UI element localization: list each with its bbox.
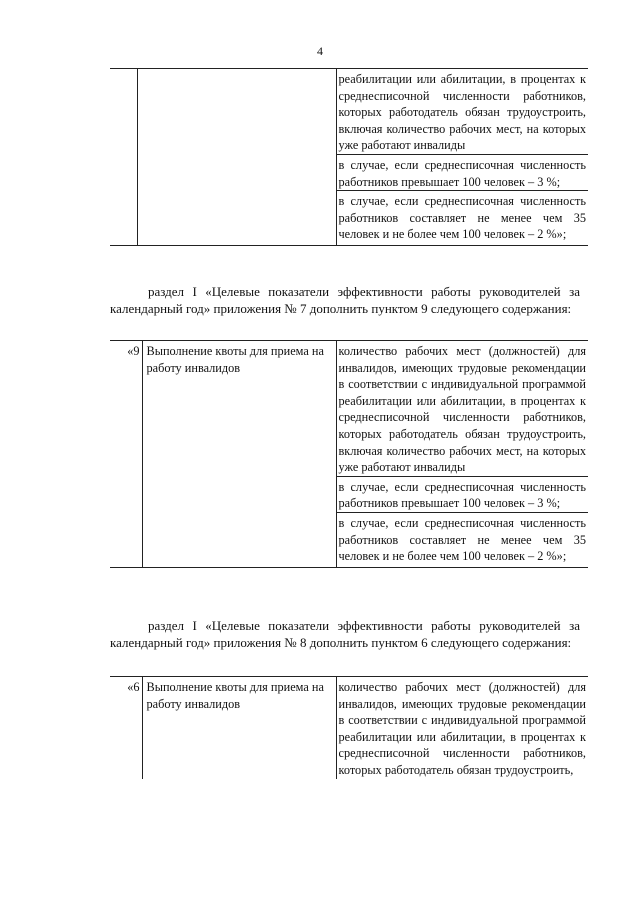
table-continuation: [110, 68, 588, 246]
indicator-condition-over-100: в случае, если среднесписочная численность работников превышает 100 человек – 3 %;: [336, 476, 588, 512]
item-number: «9: [110, 341, 142, 568]
indicator-description: количество рабочих мест (должностей) для инвалидов, имеющих трудовые рекомендации в соответствии с индивидуальной программой реабилитации или абилитации, в процентах к среднесписочной численности работников, которых работодатель обязан трудоустроить,: [338, 680, 586, 777]
indicator-condition-35-100: в случае, если среднесписочная численность работников составляет не менее чем 35 человек и не более чем 100 человек – 2 %»;: [336, 512, 588, 567]
table-row: [110, 154, 588, 190]
table-appendix-7-item-9: [110, 340, 588, 568]
indicator-name: Выполнение квоты для приема на работу инвалидов: [142, 677, 336, 779]
table-appendix-8-item-6: [110, 676, 588, 779]
page-number: 4: [317, 44, 323, 58]
paragraph-appendix-8: раздел I «Целевые показатели эффективности работы руководителей за календарный год» приложения № 8 дополнить пунктом 6 следующего содержания:: [110, 618, 580, 650]
table-row: [110, 677, 588, 779]
indicator-description: реабилитации или абилитации, в процентах к среднесписочной численности работников, которых работодатель обязан трудоустроить, включая количество рабочих мест, на которых уже работают инвалиды: [336, 69, 588, 155]
indicator-condition-over-100: в случае, если среднесписочная численность работников превышает 100 человек – 3 %;: [336, 154, 588, 190]
paragraph-appendix-7: раздел I «Целевые показатели эффективности работы руководителей за календарный год» приложения № 7 дополнить пунктом 9 следующего содержания:: [110, 284, 580, 316]
table-row: [110, 191, 588, 246]
table-row: [110, 69, 588, 155]
indicator-name: Выполнение квоты для приема на работу инвалидов: [142, 341, 336, 568]
indicator-description: количество рабочих мест (должностей) для инвалидов, имеющих трудовые рекомендации в соответствии с индивидуальной программой реабилитации или абилитации, в процентах к среднесписочной численности работников, которых работодатель обязан трудоустроить, включая количество рабочих мест, на которых уже работают инвалиды: [336, 341, 588, 477]
table-row: [110, 341, 588, 477]
indicator-condition-35-100: в случае, если среднесписочная численность работников составляет не менее чем 35 человек и не более чем 100 человек – 2 %»;: [338, 194, 586, 242]
item-number: «6: [110, 677, 142, 779]
